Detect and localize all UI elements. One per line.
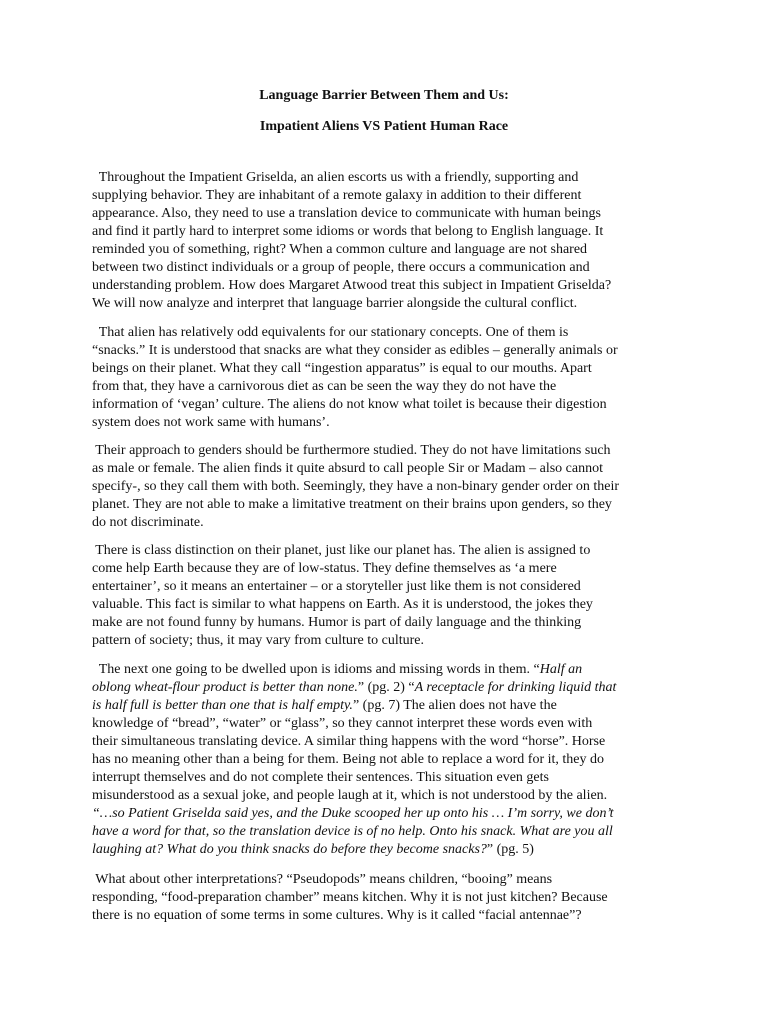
text-line: knowledge of “bread”, “water” or “glass”, so they cannot interpret these words even with	[92, 716, 593, 731]
paragraph-4	[92, 542, 678, 650]
text-line: system does not work same with humans’.	[92, 415, 330, 430]
paragraph-1	[92, 169, 678, 313]
text-line: entertainer’, so it means an entertainer – or a storyteller just like them is not considered	[92, 579, 581, 594]
text-line: responding, “food-preparation chamber” means kitchen. Why it is not just kitchen? Because	[92, 890, 608, 905]
text-line: That alien has relatively odd equivalents for our stationary concepts. One of them is	[92, 325, 569, 340]
text-line	[92, 679, 678, 697]
italic-quote: A receptacle for drinking liquid that	[414, 680, 617, 695]
text-line: information of ‘vegan’ culture. The aliens do not know what toilet is because their digestion	[92, 397, 607, 412]
text-line: misunderstood as a sexual joke, and people laugh at it, which is not understood by the alien.	[92, 788, 608, 803]
text-line: interrupt themselves and do not complete their sentences. This situation even gets	[92, 770, 549, 785]
text-line: “snacks.” It is understood that snacks are what they consider as edibles – generally animals or	[92, 343, 618, 358]
paragraph-5	[92, 661, 678, 859]
text-line: appearance. Also, they need to use a translation device to communicate with human beings	[92, 206, 601, 221]
title-line-2: Impatient Aliens VS Patient Human Race	[259, 119, 509, 134]
italic-quote: oblong wheat-flour product is better than none.	[92, 680, 358, 695]
text-line: as male or female. The alien finds it quite absurd to call people Sir or Madam – also cannot	[92, 461, 603, 476]
text-line: beings on their planet. What they call “ingestion apparatus” is equal to our mouths. Apart	[92, 361, 592, 376]
text-line: Their approach to genders should be furthermore studied. They do not have limitations such	[92, 443, 611, 458]
paragraph-3	[92, 442, 678, 532]
text-line: there is no equation of some terms in some cultures. Why is it called “facial antennae”?	[92, 908, 582, 923]
text-line: Throughout the Impatient Griselda, an alien escorts us with a friendly, supporting and	[92, 170, 579, 185]
text-line: planet. They are not able to make a limitative treatment on their brains upon genders, so they	[92, 497, 612, 512]
text-line: There is class distinction on their planet, just like our planet has. The alien is assigned to	[92, 543, 591, 558]
text-run: ” (pg. 2) “	[357, 680, 415, 695]
text-line: make are not found funny by humans. Humor is part of daily language and the thinking	[92, 615, 582, 630]
italic-quote: “…so Patient Griselda said yes, and the Duke scooped her up onto his … I’m sorry, we don’t	[92, 806, 614, 821]
italic-quote: is half full is better than one that is half empty.	[92, 698, 353, 713]
italic-quote: have a word for that, so the translation device is of no help. Onto his snack. What are you all	[92, 824, 613, 839]
text-line: valuable. This fact is similar to what happens on Earth. As it is understood, the jokes they	[92, 597, 593, 612]
text-run: ” (pg. 7) The alien does not have the	[352, 698, 557, 713]
text-line: and find it partly hard to interpret some idioms or words that belong to English language. It	[92, 224, 604, 239]
text-line: We will now analyze and interpret that language barrier alongside the cultural conflict.	[92, 296, 578, 311]
paragraph-6	[92, 871, 678, 925]
text-line: has no meaning other than a being for them. Being not able to replace a word for it, they do	[92, 752, 605, 767]
text-line	[92, 841, 678, 859]
text-line: their simultaneous translating device. A similar thing happens with the word “horse”. Horse	[92, 734, 606, 749]
text-line	[92, 805, 678, 823]
text-line: from that, they have a carnivorous diet as can be seen the way they do not have the	[92, 379, 557, 394]
text-line: come help Earth because they are of low-status. They define themselves as ‘a mere	[92, 561, 557, 576]
text-line	[92, 823, 678, 841]
text-line	[92, 661, 678, 679]
text-line: What about other interpretations? “Pseudopods” means children, “booing” means	[92, 872, 553, 887]
paragraph-2	[92, 324, 678, 432]
text-line: between two distinct individuals or a group of people, there occurs a communication and	[92, 260, 590, 275]
text-run: The next one going to be dwelled upon is idioms and missing words in them. “	[92, 662, 540, 677]
text-run: ” (pg. 5)	[486, 842, 534, 857]
text-line: pattern of society; thus, it may vary from culture to culture.	[92, 633, 425, 648]
text-line: do not discriminate.	[92, 515, 204, 530]
italic-quote: Half an	[539, 662, 583, 677]
text-line: specify-, so they call them with both. Seemingly, they have a non-binary gender order on their	[92, 479, 620, 494]
text-line: reminded you of something, right? When a common culture and language are not shared	[92, 242, 588, 257]
text-line: understanding problem. How does Margaret Atwood treat this subject in Impatient Griselda?	[92, 278, 612, 293]
italic-quote: laughing at? What do you think snacks do before they become snacks?	[92, 842, 487, 857]
text-line: supplying behavior. They are inhabitant of a remote galaxy in addition to their different	[92, 188, 582, 203]
text-line	[92, 697, 678, 715]
title-line-1: Language Barrier Between Them and Us:	[259, 88, 509, 103]
